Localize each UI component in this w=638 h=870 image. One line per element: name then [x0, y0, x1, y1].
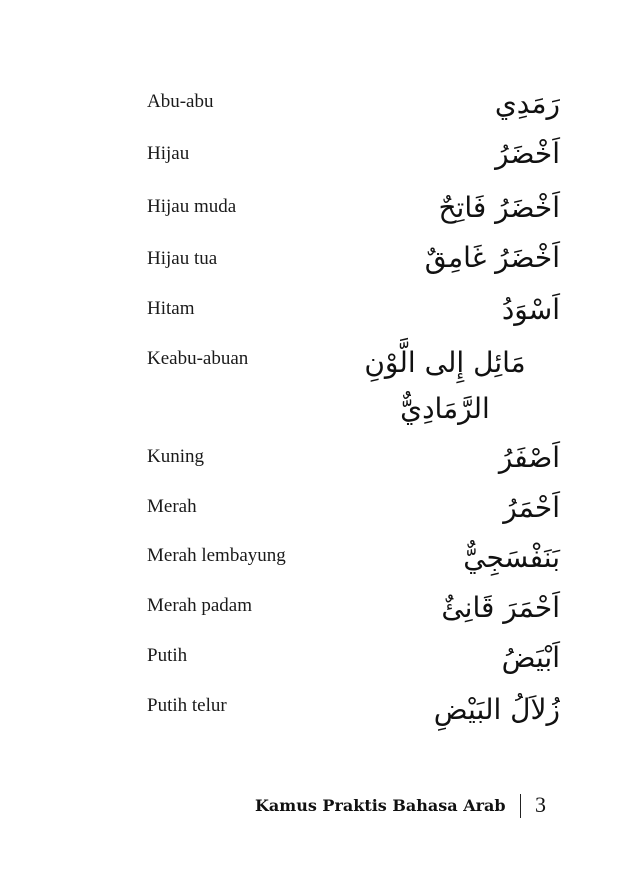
indonesian-term: Merah lembayung: [147, 545, 286, 566]
page-footer: [0, 794, 638, 820]
arabic-term: اَخْضَرُ غَامِقٌ: [424, 241, 560, 274]
arabic-term: اَسْوَدُ: [501, 293, 560, 326]
indonesian-term: Putih telur: [147, 695, 227, 716]
arabic-term: اَبْيَضُ: [501, 641, 560, 674]
indonesian-term: Keabu-abuan: [147, 348, 249, 369]
book-title: Kamus Praktis Bahasa Arab: [255, 796, 506, 815]
indonesian-term: Hitam: [147, 298, 195, 319]
footer-divider: [520, 794, 521, 818]
arabic-term: رَمَدِي: [494, 87, 560, 120]
arabic-term: مَائِل إِلى الَّوْنِ الرَّمَادِيٌّ: [364, 346, 526, 425]
arabic-term: اَحْمَرُ: [503, 491, 560, 524]
indonesian-term: Hijau muda: [147, 196, 237, 217]
indonesian-term: Putih: [147, 645, 188, 666]
indonesian-term: Merah padam: [147, 595, 252, 616]
indonesian-term: Abu-abu: [147, 91, 214, 112]
arabic-term: بَنَفْسَجِيٌّ: [463, 541, 560, 574]
indonesian-term: Merah: [147, 496, 197, 517]
arabic-term: زُلاَلُ البَيْضِ: [433, 693, 560, 726]
indonesian-term: Hijau tua: [147, 248, 218, 269]
indonesian-term: Kuning: [147, 446, 204, 467]
page-number: 3: [535, 792, 546, 817]
arabic-term: اَخْضَرُ فَاتِحٌ: [438, 191, 560, 224]
arabic-term: اَخْضَرُ: [495, 137, 560, 170]
arabic-term: اَصْفَرُ: [498, 441, 560, 474]
arabic-term: اَحْمَرَ قَانِئٌ: [441, 591, 560, 624]
indonesian-term: Hijau: [147, 143, 190, 164]
